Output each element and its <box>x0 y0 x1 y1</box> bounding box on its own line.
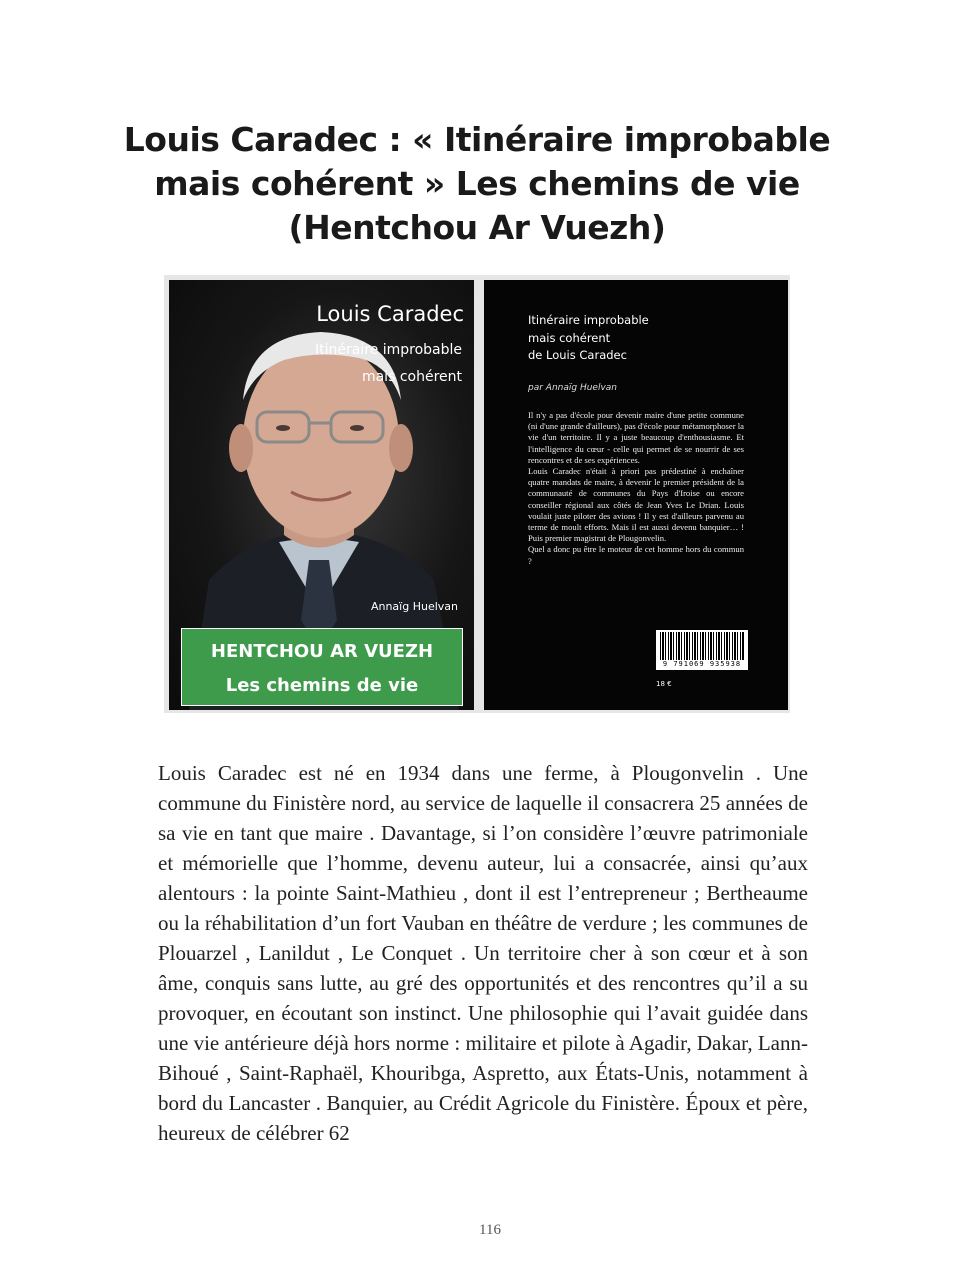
barcode-bars <box>660 632 744 660</box>
barcode-number: 9 791069 935938 <box>662 660 742 668</box>
back-cover <box>484 280 788 710</box>
front-cover-author: Louis Caradec <box>316 302 464 326</box>
back-cover-price: 18 € <box>656 680 672 688</box>
page-number: 116 <box>479 1222 501 1238</box>
front-cover <box>169 280 474 710</box>
band-line-1: HENTCHOU AR VUEZH <box>210 641 434 662</box>
front-cover-writer: Annaïg Huelvan <box>370 600 458 613</box>
blurb-paragraph-1: Il n'y a pas d'école pour devenir maire d'une petite commune (ni d'une grande d'ailleurs), pas d'école pour métamorphoser la vie d'un territoire. Il y a juste beaucoup d'enthousiasme. Et l'intelligence du cœur - celle qui permet de se nourrir de ses rencontres et de ses expériences. <box>528 410 744 465</box>
title-line-1: Louis Caradec : « Itinéraire improbable <box>123 120 831 159</box>
body-paragraph: Louis Caradec est né en 1934 dans une ferme, à Plougonvelin . Une commune du Finistère nord, au service de laquelle il consacrera 25 années de sa vie en tant que maire . Davantage, si l’on considère l’œuvre patrimoniale et mémorielle que l’homme, devenu auteur, lui a consacrée, ainsi qu’aux alentours : la pointe Saint-Mathieu , dont il est l’entrepreneur ; Bertheaume ou la réhabilitation d’un fort Vauban en théâtre de verdure ; les communes de Plouarzel , Lanildut , Le Conquet . Un territoire cher à son cœur et à son âme, conquis sans lutte, au gré des opportunités et des rencontres qu’il a su provoquer, en écoutant son instinct. Une philosophie qui l’avait guidée dans une vie antérieure déjà hors norme : militaire et pilote à Agadir, Dakar, Lann-Bihoué , Saint-Raphaël, Khouribga, Aspretto, aux États-Unis, notamment à bord du Lancaster . Banquier, au Crédit Agricole du Finistère. Époux et père, heureux de célébrer 62 <box>158 761 808 1145</box>
band-line-2: Les chemins de vie <box>225 675 419 696</box>
back-cover-blurb <box>528 410 744 567</box>
back-cover-byline: par Annaïg Huelvan <box>528 383 617 393</box>
front-cover-subtitle-2: mais cohérent <box>361 369 462 385</box>
back-cover-title <box>528 312 649 365</box>
book-covers-image <box>164 275 790 713</box>
back-title-line-1: Itinéraire improbable <box>528 313 649 327</box>
barcode <box>656 630 748 670</box>
blurb-paragraph-2: Louis Caradec n'était à priori pas prédestiné à enchaîner quatre mandats de maire, à devenir le premier président de la communauté de communes du Pays d'Iroise ou encore conseiller régional aux côtés de Jean Yves Le Drian. Louis voulait juste piloter des avions ! Il y est d'ailleurs parvenu au terme de moult efforts. Mais il est aussi devenu banquier… ! Puis premier magistrat de Plougonvelin. <box>528 466 744 544</box>
front-cover-title-band <box>181 628 463 706</box>
back-title-line-2: mais cohérent <box>528 330 611 345</box>
title-line-2: mais cohérent » Les chemins de vie <box>154 164 800 203</box>
title-line-3: (Hentchou Ar Vuezh) <box>288 208 666 247</box>
page-title <box>100 118 854 250</box>
back-title-line-3: de Louis Caradec <box>528 348 627 362</box>
blurb-paragraph-3: Quel a donc pu être le moteur de cet homme hors du commun ? <box>528 544 744 566</box>
front-cover-subtitle-1: Itinéraire improbable <box>314 342 462 358</box>
